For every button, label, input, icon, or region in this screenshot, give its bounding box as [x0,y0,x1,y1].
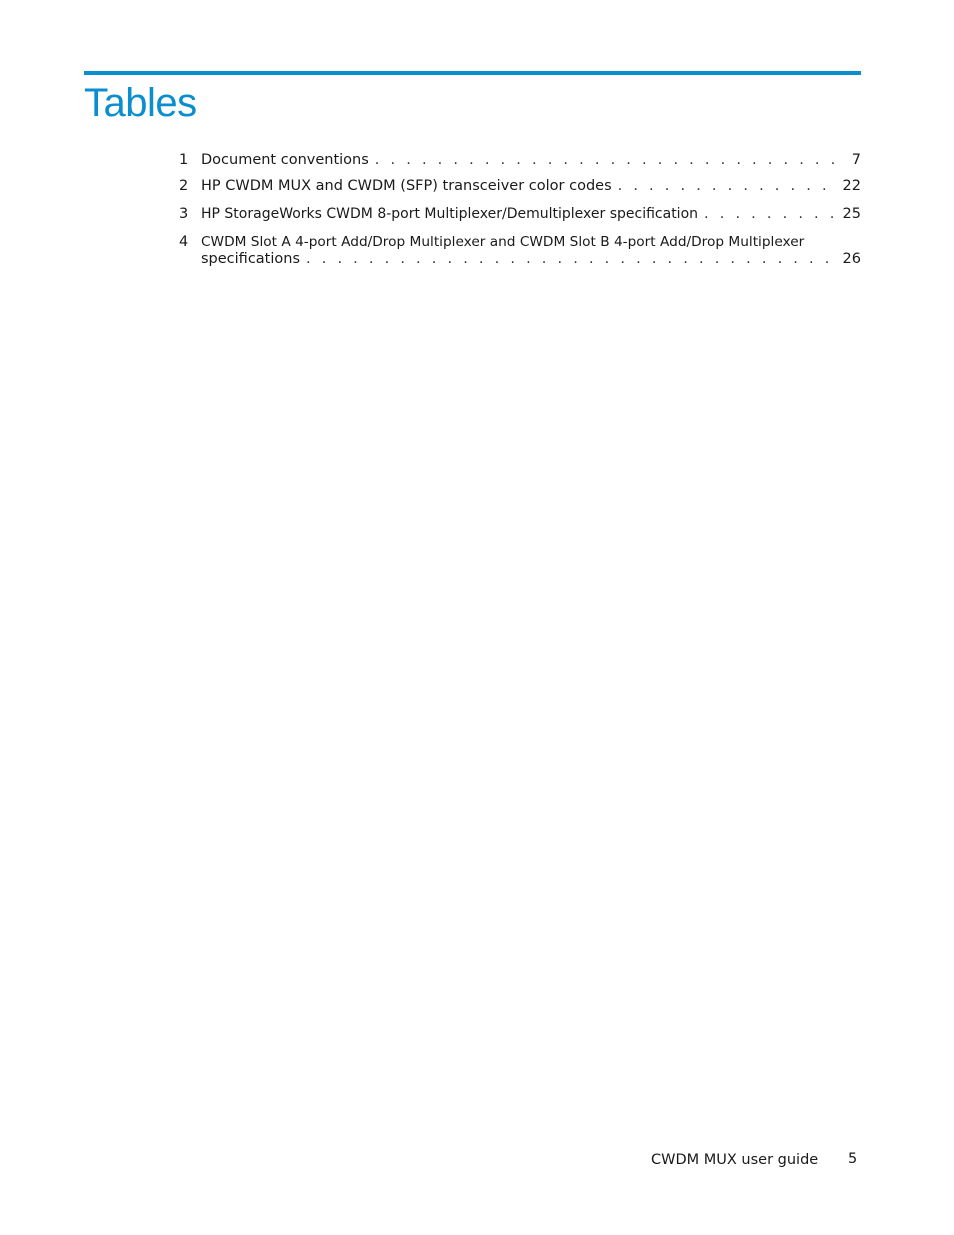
dot-leader [375,152,835,169]
toc-entry[interactable] [170,206,861,226]
toc-entry-number: 3 [179,206,189,222]
footer-page-number: 5 [848,1151,858,1167]
title-rule [84,71,861,75]
toc-entry-label: Document conventions [201,152,369,168]
toc-entry-page: 22 [842,178,861,194]
toc-entry-number: 1 [179,152,189,168]
dot-leader [306,251,835,268]
toc-entry-number: 2 [179,178,189,194]
footer-guide-title: CWDM MUX user guide [651,1152,819,1168]
toc-entry-number: 4 [179,234,189,250]
dot-leader [704,206,835,223]
toc-entry-label: HP CWDM MUX and CWDM (SFP) transceiver color codes [201,178,612,194]
toc-entry-label-continued: specifications [201,251,301,267]
toc-entry-label: CWDM Slot A 4-port Add/Drop Multiplexer and CWDM Slot B 4-port Add/Drop Multiplexer [201,234,805,250]
toc-entry[interactable] [170,152,861,172]
toc-entry-page: 7 [851,152,861,168]
dot-leader [618,178,835,195]
page-title: Tables [84,81,197,125]
toc-entry-label: HP StorageWorks CWDM 8-port Multiplexer/Demultiplexer specification [201,206,699,222]
toc-entry-page: 25 [842,206,861,222]
toc-entry[interactable] [170,178,861,198]
toc-entry[interactable] [170,234,861,272]
toc-entry-page: 26 [842,251,861,267]
